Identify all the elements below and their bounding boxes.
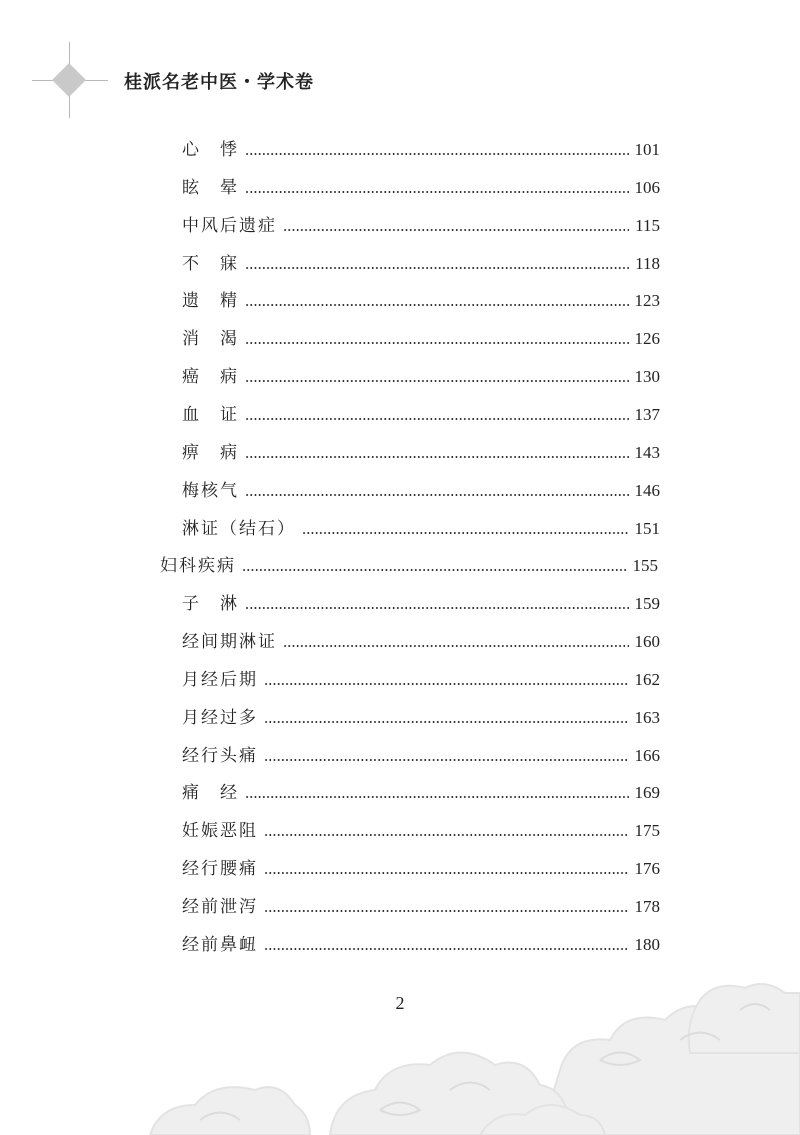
toc-dot-leader <box>245 796 629 798</box>
toc-entry[interactable] <box>182 592 660 616</box>
toc-page-number: 159 <box>634 594 660 614</box>
toc-entry-title: 消 渴 <box>182 329 239 350</box>
toc-entry-title: 妇科疾病 <box>160 556 236 577</box>
toc-dot-leader <box>264 834 629 836</box>
toc-dot-leader <box>264 683 629 685</box>
toc-entry[interactable] <box>182 365 660 389</box>
toc-page-number: 166 <box>634 745 660 765</box>
toc-page-number: 123 <box>634 291 660 311</box>
toc-page-number: 180 <box>634 934 660 954</box>
toc-entry[interactable] <box>182 781 660 805</box>
toc-entry-title: 妊娠恶阻 <box>182 821 258 842</box>
toc-dot-leader <box>245 191 629 193</box>
toc-entry-title: 血 证 <box>182 404 239 425</box>
toc-page-number: 143 <box>634 442 660 462</box>
toc-dot-leader <box>283 645 629 647</box>
toc-page-number: 118 <box>635 253 660 273</box>
toc-entry[interactable] <box>182 517 660 541</box>
toc-dot-leader <box>302 532 629 534</box>
toc-page-number: 160 <box>634 632 660 652</box>
toc-dot-leader <box>242 569 627 571</box>
toc-entry-title: 经前鼻衄 <box>182 934 258 955</box>
toc-dot-leader <box>264 948 629 950</box>
toc-page-number: 126 <box>634 329 660 349</box>
toc-entry[interactable] <box>182 252 660 276</box>
toc-entry[interactable] <box>182 441 660 465</box>
toc-entry[interactable] <box>182 289 660 313</box>
toc-dot-leader <box>245 418 629 420</box>
decorative-clouds-icon <box>0 960 800 1135</box>
toc-dot-leader <box>264 721 629 723</box>
toc-page-number: 146 <box>634 480 660 500</box>
toc-dot-leader <box>245 267 629 269</box>
toc-entry-title: 遗 精 <box>182 291 239 312</box>
toc-entry-title: 淋证（结石） <box>182 518 296 539</box>
toc-entry-title: 心 悸 <box>182 140 239 160</box>
toc-dot-leader <box>264 910 629 912</box>
toc-section-entry[interactable] <box>160 554 658 578</box>
toc-dot-leader <box>245 607 629 609</box>
book-title: 桂派名老中医・学术卷 <box>124 72 314 93</box>
toc-entry[interactable] <box>182 706 660 730</box>
toc-entry[interactable] <box>182 214 660 238</box>
toc-page-number: 162 <box>634 669 660 689</box>
toc-page-number: 101 <box>634 140 660 159</box>
toc-dot-leader <box>245 494 629 496</box>
toc-entry-title: 中风后遗症 <box>182 215 277 236</box>
toc-entry-title: 经行头痛 <box>182 745 258 766</box>
toc-dot-leader <box>245 304 629 306</box>
toc-dot-leader <box>283 229 629 231</box>
page-number: 2 <box>395 993 405 1013</box>
toc-page-number: 137 <box>634 404 660 424</box>
toc-entry-title: 癌 病 <box>182 367 239 388</box>
toc-entry[interactable] <box>182 176 660 200</box>
toc-entry-title: 痹 病 <box>182 442 239 463</box>
toc-entry[interactable] <box>182 630 660 654</box>
toc-entry[interactable] <box>182 744 660 768</box>
toc-entry[interactable] <box>182 479 660 503</box>
toc-page-number: 106 <box>634 177 660 197</box>
toc-entry-title: 不 寐 <box>182 253 239 274</box>
toc-entry-title: 经前泄泻 <box>182 897 258 917</box>
toc-page-number: 176 <box>634 859 660 879</box>
toc-entry[interactable] <box>182 403 660 427</box>
toc-page-number: 151 <box>634 518 660 538</box>
toc-entry-title: 经间期淋证 <box>182 632 277 653</box>
toc-entry[interactable] <box>182 895 660 919</box>
toc-entry[interactable] <box>182 819 660 843</box>
toc-entry[interactable] <box>182 933 660 957</box>
toc-dot-leader <box>245 153 629 155</box>
toc-entry-title: 经行腰痛 <box>182 859 258 880</box>
toc-dot-leader <box>264 872 629 874</box>
toc-dot-leader <box>264 759 629 761</box>
toc-dot-leader <box>245 456 629 458</box>
toc-page-number: 130 <box>634 367 660 387</box>
toc-entry-title: 眩 晕 <box>182 177 239 198</box>
toc-page-number: 178 <box>634 897 660 916</box>
toc-page-number: 155 <box>632 556 658 576</box>
toc-entry-title: 月经过多 <box>182 707 258 728</box>
toc-dot-leader <box>245 342 629 344</box>
toc-page-number: 163 <box>634 707 660 727</box>
diamond-icon <box>52 63 86 97</box>
toc-entry-title: 痛 经 <box>182 783 239 804</box>
toc-entry-title: 梅核气 <box>182 480 239 501</box>
toc-entry[interactable] <box>182 138 660 162</box>
toc-entry[interactable] <box>182 857 660 881</box>
toc-page-number: 175 <box>634 821 660 841</box>
toc-page-number: 115 <box>635 215 660 235</box>
toc-entry[interactable] <box>182 668 660 692</box>
toc-page-number: 169 <box>634 783 660 803</box>
toc-entry[interactable] <box>182 327 660 351</box>
toc-entry-title: 月经后期 <box>182 669 258 690</box>
toc-dot-leader <box>245 380 629 382</box>
toc-entry-title: 子 淋 <box>182 594 239 615</box>
